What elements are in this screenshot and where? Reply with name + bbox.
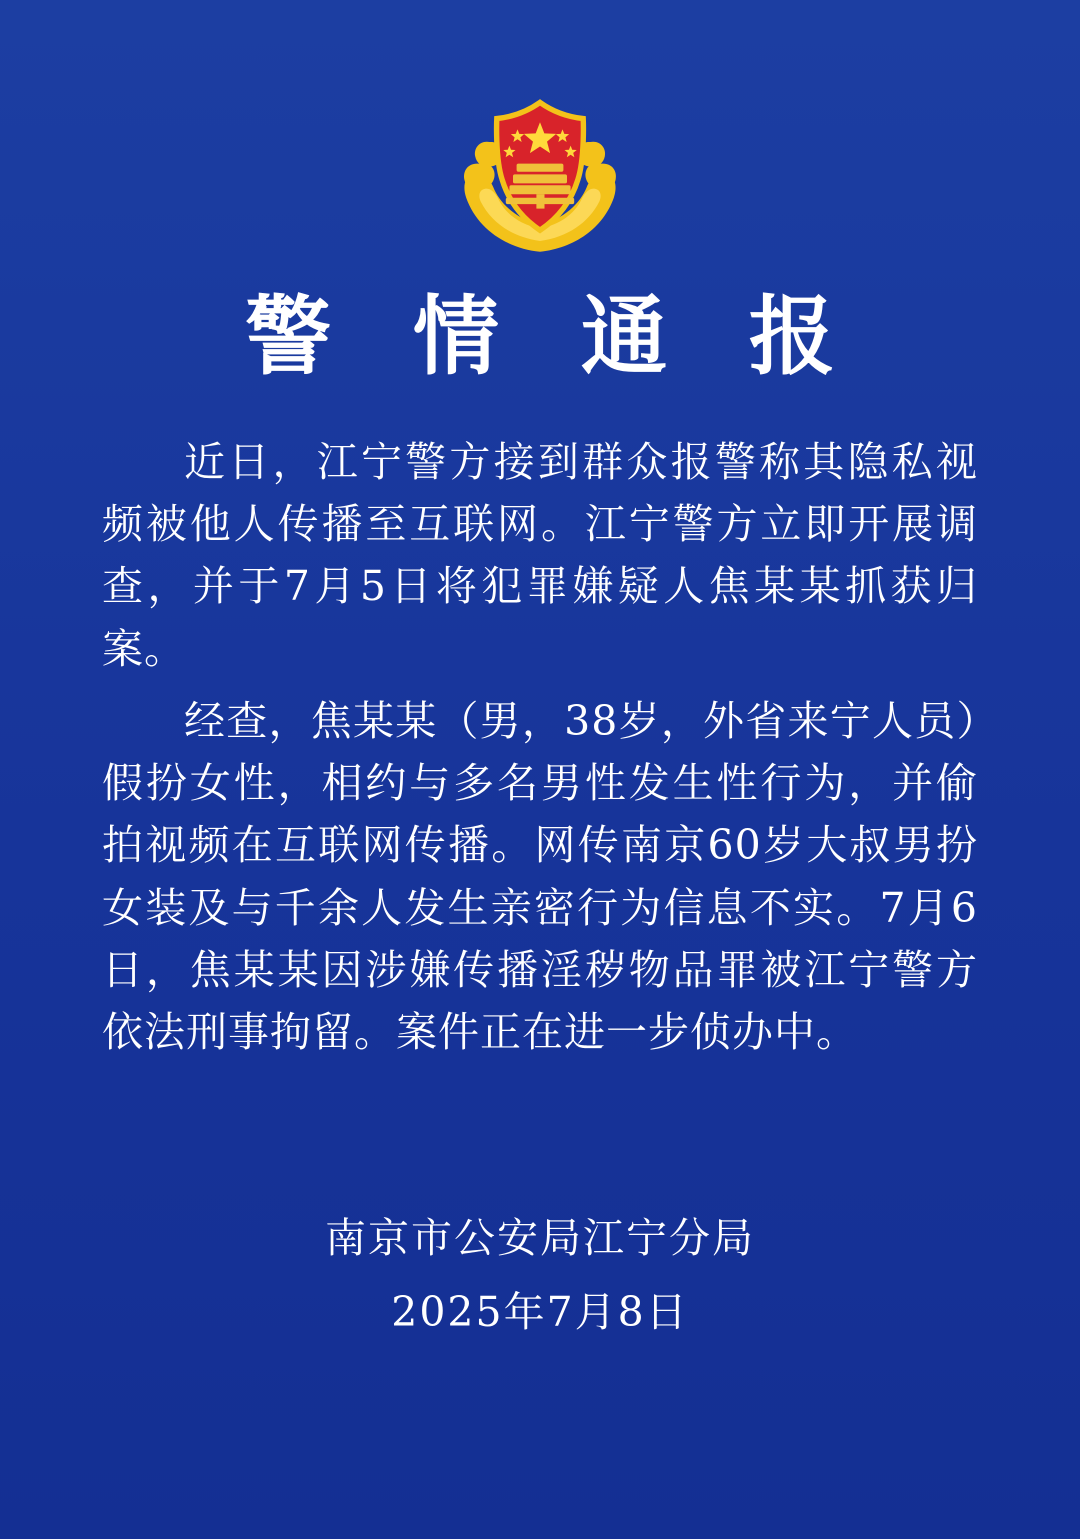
notice-body bbox=[72, 431, 1008, 1064]
emblem-container bbox=[72, 0, 1008, 268]
notice-paragraph-1: 近日，江宁警方接到群众报警称其隐私视频被他人传播至互联网。江宁警方立即开展调查，并于7月5日将犯罪嫌疑人焦某某抓获归案。 bbox=[102, 437, 978, 673]
issue-date: 2025年7月8日 bbox=[391, 1287, 689, 1336]
issuing-organization: 南京市公安局江宁分局 bbox=[325, 1214, 755, 1262]
notice-paragraph-2: 经查，焦某某（男，38岁，外省来宁人员）假扮女性，相约与多名男性发生性行为，并偷拍视频在互联网传播。网传南京60岁大叔男扮女装及与千余人发生亲密行为信息不实。7月6日，焦某某因涉嫌传播淫秽物品罪被江宁警方依法刑事拘留。案件正在进一步侦办中。 bbox=[102, 696, 978, 1057]
page-title: 警 情 通 报 bbox=[245, 286, 861, 387]
signature-block bbox=[0, 1208, 1080, 1343]
china-police-emblem-icon bbox=[450, 88, 630, 268]
